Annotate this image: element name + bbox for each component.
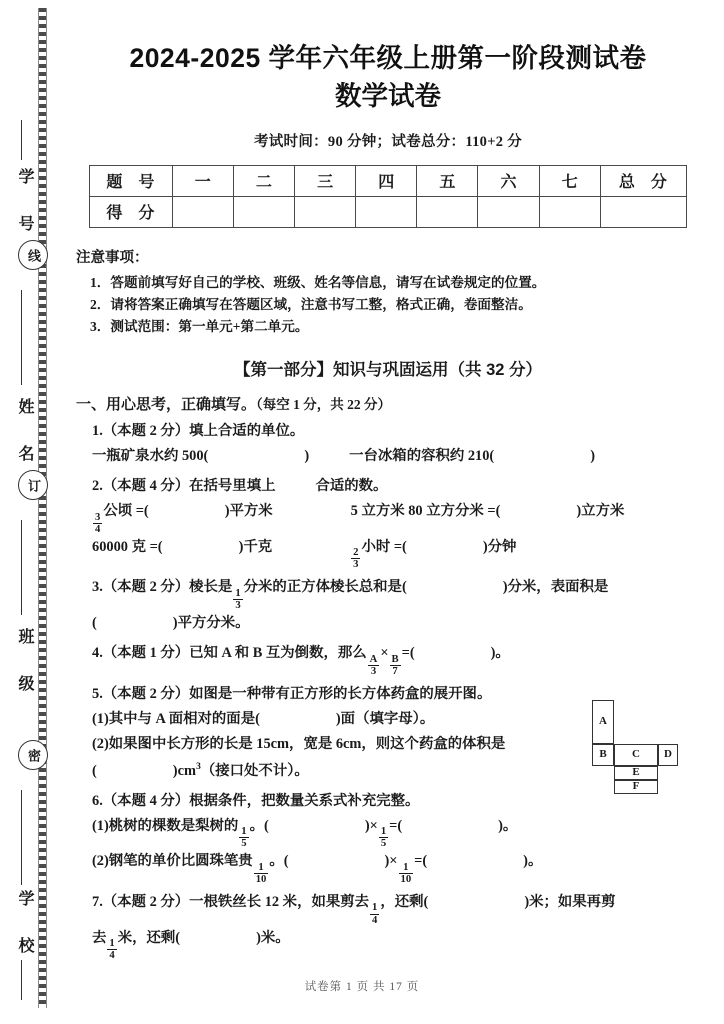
- exam-page: [52, 0, 724, 1024]
- q4-fraction-1: [368, 654, 380, 677]
- q7-mid: ，还剩(: [380, 893, 429, 910]
- score-col-total: 总 分: [600, 165, 686, 196]
- question-6-stem: 6.（本题 4 分）根据条件，把数量关系式补充完整。: [92, 792, 420, 809]
- question-2-stem: [92, 474, 700, 499]
- q4-post: =(: [401, 645, 415, 662]
- question-4-line: [92, 641, 700, 677]
- score-col-1: 一: [172, 165, 233, 196]
- q6-sub2-pre: (2)钢笔的单价比圆珠笔贵: [92, 853, 253, 870]
- q6-sub2-frac2-denominator: 10: [400, 873, 412, 885]
- notices-block: [76, 246, 700, 338]
- page-title: 2024-2025 学年六年级上册第一阶段测试卷: [129, 43, 647, 73]
- net-cell-e: E: [614, 766, 658, 780]
- q2-fraction-2: [351, 547, 360, 570]
- score-cell-7[interactable]: [539, 196, 600, 227]
- question-1: [76, 419, 700, 469]
- q4-pre: 4.（本题 1 分）已知 A 和 B 互为倒数，那么: [92, 645, 367, 662]
- question-3-line-2: [92, 611, 700, 636]
- net-cell-f: F: [614, 780, 658, 794]
- q2-stem-b: 合适的数。: [315, 478, 388, 495]
- q3-frac-numerator: 1: [235, 587, 241, 599]
- group-one-points: （每空 1 分，共 22 分）: [256, 396, 392, 412]
- seal-rule-3: [21, 520, 22, 615]
- q6-sub2-fraction-2: [399, 862, 414, 885]
- q4-frac2-denominator: 7: [392, 665, 398, 677]
- q2-frac1-numerator: 3: [95, 511, 101, 523]
- question-2-line-1: [92, 499, 700, 535]
- q6-sub1-pre: (1)桃树的棵数是梨树的: [92, 817, 239, 834]
- q7-line2-mid: 米，还剩(: [117, 929, 181, 946]
- score-cell-6[interactable]: [478, 196, 539, 227]
- q6-sub1-frac1-numerator: 1: [241, 826, 247, 838]
- notice-item-2: 2．请将答案正确填写在答题区域，注意书写工整，格式正确，卷面整洁。: [90, 296, 532, 312]
- question-3: [76, 575, 700, 636]
- q3-line2-post: )平方分米。: [172, 615, 250, 632]
- seal-dashed-line: [38, 8, 47, 1008]
- q6-sub2-frac2-numerator: 1: [399, 862, 414, 874]
- q6-sub2-fraction-1: [254, 862, 269, 885]
- q7-pre: 7.（本题 2 分）一根铁丝长 12 米，如果剪去: [92, 893, 370, 910]
- score-col-3: 三: [295, 165, 356, 196]
- q4-frac1-denominator: 3: [370, 665, 377, 677]
- score-col-2: 二: [233, 165, 294, 196]
- q2-line1-a-text: 公顷 =(: [103, 503, 149, 520]
- q2-line1-b-unit: )立方米: [576, 503, 625, 520]
- score-col-7: 七: [539, 165, 600, 196]
- net-cell-a: A: [592, 700, 614, 744]
- q3-pre: 3.（本题 2 分）棱长是: [92, 579, 233, 596]
- part-one-heading: 【第一部分】知识与巩固运用（共 32 分）: [233, 360, 543, 379]
- score-col-4: 四: [356, 165, 417, 196]
- notices-title: 注意事项：: [76, 249, 149, 266]
- question-1-stem: 1.（本题 2 分）填上合适的单位。: [92, 422, 305, 439]
- q2-line1-a-unit: )平方米: [224, 503, 273, 520]
- seal-rule-2: [21, 290, 22, 385]
- group-one-heading: [76, 393, 700, 414]
- net-cell-b: B: [592, 744, 614, 766]
- q2-line2-b-text: 小时 =(: [361, 538, 407, 555]
- q2-fraction-1: [93, 512, 102, 535]
- q3-fraction: [233, 588, 242, 611]
- q6-sub2-times: )×: [384, 853, 398, 870]
- q4-times: ×: [380, 645, 389, 662]
- q7-frac2-denominator: 4: [109, 950, 115, 962]
- seal-rule-1: [21, 120, 22, 160]
- question-6-sub-2: [92, 849, 700, 885]
- q6-sub2-frac1-numerator: 1: [254, 862, 269, 874]
- q7-frac2-numerator: 1: [109, 938, 115, 950]
- q1-part-b-end: ): [590, 447, 596, 464]
- q1-part-a-end: ): [304, 447, 310, 464]
- score-cell-2[interactable]: [233, 196, 294, 227]
- q1-part-a: 一瓶矿泉水约 500(: [92, 447, 209, 464]
- q1-part-b: 一台冰箱的容积约 210(: [349, 447, 495, 464]
- question-5-stem: 5.（本题 2 分）如图是一种带有正方形的长方体药盒的展开图。: [92, 685, 492, 702]
- score-table-row1-head: 题 号: [90, 165, 173, 196]
- question-6-sub-1: [92, 814, 700, 850]
- q2-line2-b-unit: )分钟: [482, 538, 517, 555]
- q5-sub1-end: )面（填字母）。: [335, 711, 435, 728]
- group-one-label: 一、用心思考，正确填写。: [76, 395, 257, 413]
- q5-sub2-tail: （接口处不计）。: [200, 762, 309, 779]
- seal-mark-密: 密: [18, 740, 48, 770]
- exam-meta: 考试时间：90 分钟；试卷总分：110+2 分: [253, 133, 523, 150]
- q7-frac1-numerator: 1: [372, 902, 378, 914]
- score-cell-5[interactable]: [417, 196, 478, 227]
- box-net-diagram: [592, 700, 678, 792]
- q6-sub1-fraction-2: [379, 826, 388, 849]
- seal-label-3: 班 级: [16, 628, 33, 698]
- q6-sub1-fraction-1: [239, 826, 248, 849]
- question-2-line-2: [92, 535, 700, 571]
- q7-line2-pre: 去: [92, 929, 107, 946]
- q5-sub2-post: )cm: [172, 762, 196, 779]
- q4-frac1-numerator: A: [369, 653, 378, 665]
- question-6: [76, 789, 700, 885]
- score-cell-4[interactable]: [356, 196, 417, 227]
- q6-sub1-end: )。: [498, 817, 518, 834]
- question-7-line-1: [92, 890, 700, 926]
- question-4: [76, 641, 700, 677]
- question-7-line-2: [92, 926, 700, 962]
- question-2: [76, 474, 700, 570]
- net-cell-c: C: [614, 744, 658, 766]
- q6-sub2-post: =(: [414, 853, 428, 870]
- q2-frac2-denominator: 3: [353, 559, 359, 571]
- notice-item-1: 1．答题前填写好自己的学校、班级、姓名等信息，请写在试卷规定的位置。: [90, 274, 546, 290]
- question-5-sub-2: (2)如果图中长方形的长是 15cm，宽是 6cm，则这个药盒的体积是: [92, 736, 506, 753]
- question-1-blanks: [92, 444, 700, 469]
- q7-line2-post: )米。: [256, 929, 290, 946]
- q5-cube-exponent: 3: [195, 760, 201, 772]
- page-subtitle: 数学试卷: [335, 81, 441, 112]
- q7-fraction-2: [107, 938, 116, 961]
- q6-sub1-times: )×: [364, 817, 378, 834]
- q6-sub1-frac2-numerator: 1: [380, 826, 387, 838]
- score-col-6: 六: [478, 165, 539, 196]
- q3-line2-pre: (: [92, 615, 97, 632]
- q2-line1-b-text: 5 立方米 80 立方分米 =(: [350, 503, 501, 520]
- q5-sub2-pre: (: [92, 762, 97, 779]
- q3-mid: 分米的正方体棱长总和是(: [243, 579, 407, 596]
- score-cell-1[interactable]: [172, 196, 233, 227]
- sealing-margin: [0, 0, 52, 1024]
- score-cell-3[interactable]: [295, 196, 356, 227]
- q2-line2-a-unit: )千克: [238, 538, 273, 555]
- notice-item-3: 3．测试范围：第一单元+第二单元。: [90, 318, 309, 334]
- q6-sub1-post: =(: [389, 817, 403, 834]
- q6-sub1-frac1-denominator: 5: [241, 838, 247, 850]
- q4-fraction-2: [390, 654, 401, 677]
- q6-sub1-mid: 。(: [249, 817, 269, 834]
- net-cell-d: D: [658, 744, 678, 766]
- q2-frac2-numerator: 2: [353, 547, 359, 559]
- q7-frac1-denominator: 4: [372, 914, 378, 926]
- seal-mark-线: 线: [18, 240, 48, 270]
- q6-sub2-mid: 。(: [269, 853, 289, 870]
- q4-frac2-numerator: B: [391, 653, 399, 665]
- seal-label-1: 学 号: [16, 168, 33, 238]
- page-footer: 试卷第 1 页 共 17 页: [304, 981, 420, 993]
- table-row-scores: [90, 196, 687, 227]
- q3-frac-denominator: 3: [235, 600, 241, 612]
- seal-rule-4: [21, 790, 22, 885]
- score-col-5: 五: [417, 165, 478, 196]
- seal-label-2: 姓 名: [16, 398, 33, 468]
- q7-post: )米；如果再剪: [524, 893, 616, 910]
- q6-sub2-frac1-denominator: 10: [255, 873, 267, 885]
- q4-end: )。: [490, 645, 510, 662]
- score-table-row2-head: 得 分: [90, 196, 173, 227]
- seal-mark-订: 订: [18, 470, 48, 500]
- q3-post: )分米，表面积是: [502, 579, 609, 596]
- q2-line2-a-text: 60000 克 =(: [92, 538, 163, 555]
- question-3-line-1: [92, 575, 700, 611]
- q2-frac1-denominator: 4: [95, 523, 101, 535]
- score-cell-total[interactable]: [600, 196, 686, 227]
- question-7: [76, 890, 700, 961]
- q2-stem-a: 2.（本题 4 分）在括号里填上: [92, 478, 276, 495]
- q6-sub2-end: )。: [523, 853, 543, 870]
- score-table: [89, 165, 687, 228]
- seal-label-4: 学 校: [16, 890, 33, 960]
- q7-fraction-1: [370, 902, 379, 925]
- table-row-question-numbers: [90, 165, 687, 196]
- q6-sub1-frac2-denominator: 5: [380, 838, 387, 850]
- q5-sub1-pre: (1)其中与 A 面相对的面是(: [92, 711, 260, 728]
